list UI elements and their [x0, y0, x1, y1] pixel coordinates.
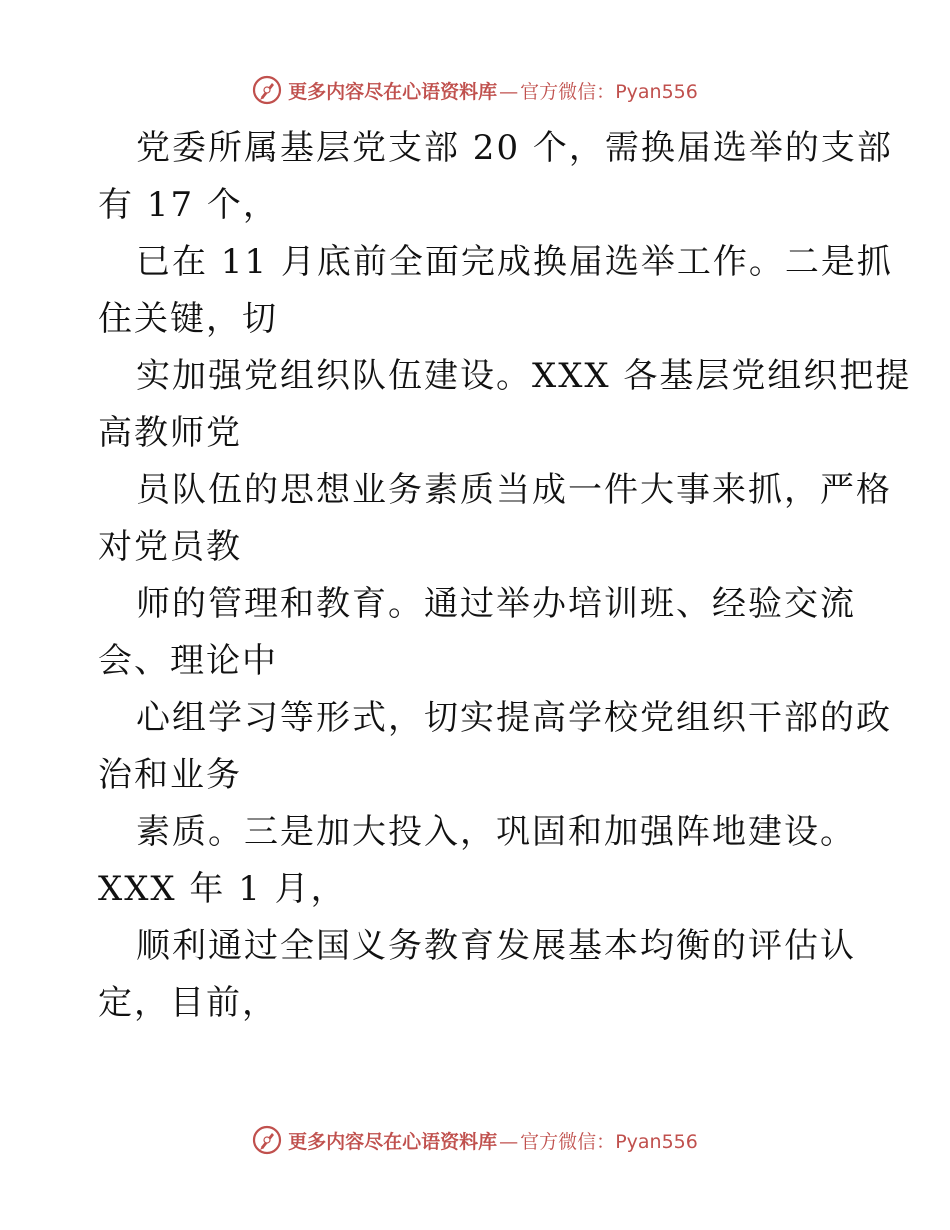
text-line: XXX 年 1 月，	[98, 869, 347, 909]
document-body	[98, 120, 912, 1032]
text-line: 顺利通过全国义务教育发展基本均衡的评估认	[136, 926, 856, 966]
text-line: 师的管理和教育。通过举办培训班、经验交流	[136, 584, 856, 624]
text-line: 已在 11 月底前全面完成换届选举工作。二是抓	[136, 242, 893, 282]
text-line: 高教师党	[98, 413, 242, 453]
header-banner	[0, 70, 950, 110]
text-line: 员队伍的思想业务素质当成一件大事来抓，严格	[136, 470, 892, 510]
text-line: 党委所属基层党支部 20 个，需换届选举的支部	[136, 128, 893, 168]
header-banner-sep: —	[499, 80, 519, 103]
quill-pen-logo-icon	[252, 1125, 282, 1155]
text-line: 对党员教	[98, 527, 242, 567]
footer-banner-main: 更多内容尽在心语资料库	[288, 1130, 498, 1153]
header-banner-id: Pyan556	[615, 80, 698, 103]
text-line: 有 17 个，	[98, 185, 279, 225]
header-banner-main: 更多内容尽在心语资料库	[288, 80, 498, 103]
footer-banner-text	[288, 1127, 698, 1154]
quill-pen-logo-icon	[252, 75, 282, 105]
text-line: 实加强党组织队伍建设。XXX 各基层党组织把提	[136, 356, 912, 396]
text-line: 心组学习等形式，切实提高学校党组织干部的政	[136, 698, 892, 738]
header-banner-text	[288, 77, 698, 104]
text-line: 会、理论中	[98, 641, 278, 681]
footer-banner-id: Pyan556	[615, 1130, 698, 1153]
footer-banner	[0, 1120, 950, 1160]
header-banner-wechat: 官方微信：	[520, 80, 616, 103]
text-line: 治和业务	[98, 755, 242, 795]
text-line: 住关键，切	[98, 299, 278, 339]
text-line: 素质。三是加大投入，巩固和加强阵地建设。	[136, 812, 856, 852]
text-line: 定，目前，	[98, 983, 278, 1023]
footer-banner-wechat: 官方微信：	[520, 1130, 616, 1153]
footer-banner-sep: —	[499, 1130, 519, 1153]
